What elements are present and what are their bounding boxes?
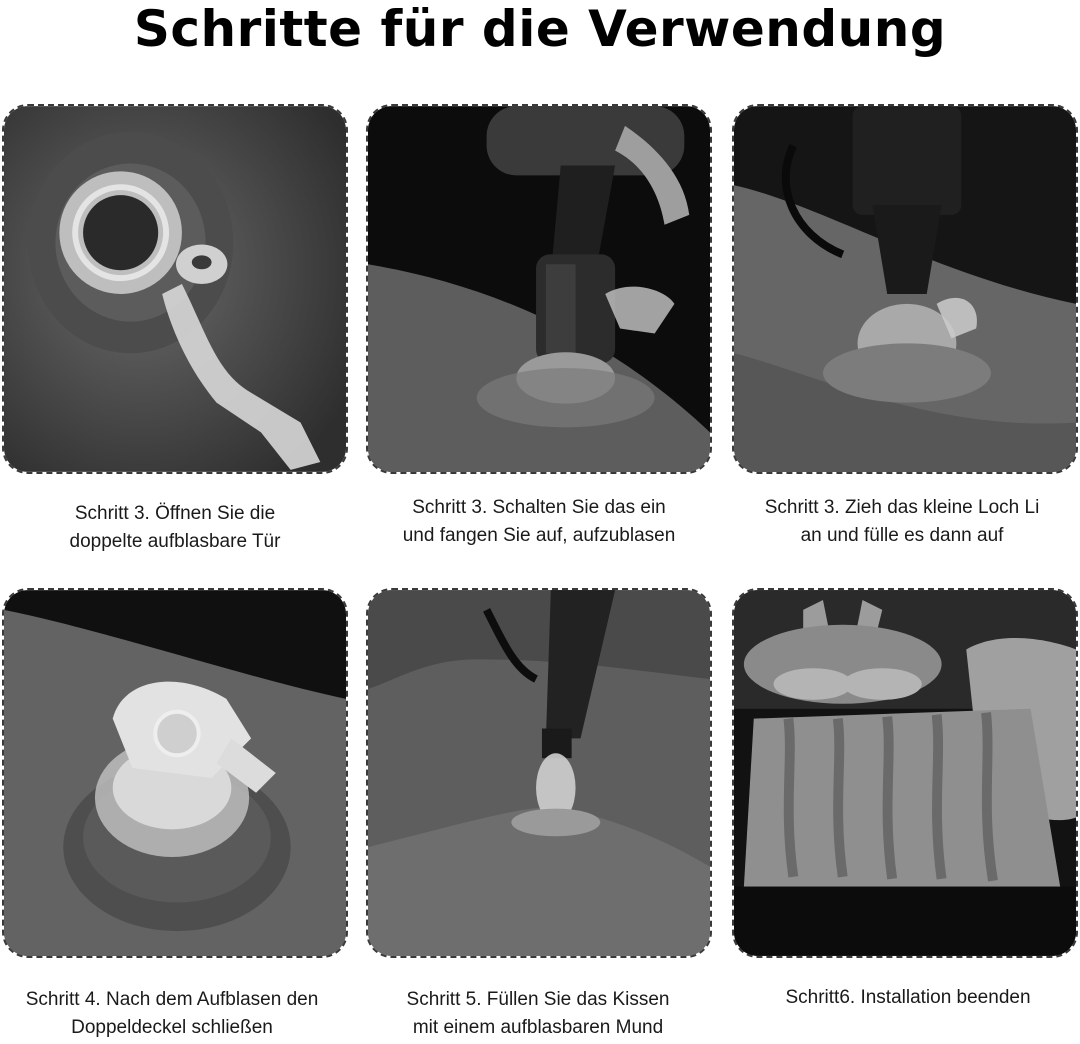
installed-car-mattress-photo — [734, 590, 1076, 956]
electric-pump-inflating-photo — [368, 106, 710, 472]
step-5-caption: Schritt 5. Füllen Sie das Kissen mit einem aufblasbaren Mund — [406, 989, 670, 1038]
step-1-caption: Schritt 3. Öffnen Sie die doppelte aufblasbare Tür — [69, 503, 281, 552]
step-2-caption: Schritt 3. Schalten Sie das ein und fangen Sie auf, aufzublasen — [402, 497, 676, 546]
step-4-image — [2, 588, 348, 958]
page-title: Schritte für die Verwendung — [133, 0, 947, 58]
step-5-image — [366, 588, 712, 958]
step-1-image — [2, 104, 348, 474]
step-4-caption: Schritt 4. Nach dem Aufblasen den Doppeldeckel schließen — [25, 989, 319, 1038]
step-3-image — [732, 104, 1078, 474]
step-3-caption: Schritt 3. Zieh das kleine Loch Li an und fülle es dann auf — [764, 497, 1040, 546]
pump-in-small-valve-photo — [734, 106, 1076, 472]
pump-filling-pillow-photo — [368, 590, 710, 956]
valve-cap-open-photo — [4, 106, 346, 472]
step-2-image — [366, 104, 712, 474]
valve-cap-closed-photo — [4, 590, 346, 956]
step-6-caption: Schritt6. Installation beenden — [785, 987, 1031, 1008]
step-6-image — [732, 588, 1078, 958]
